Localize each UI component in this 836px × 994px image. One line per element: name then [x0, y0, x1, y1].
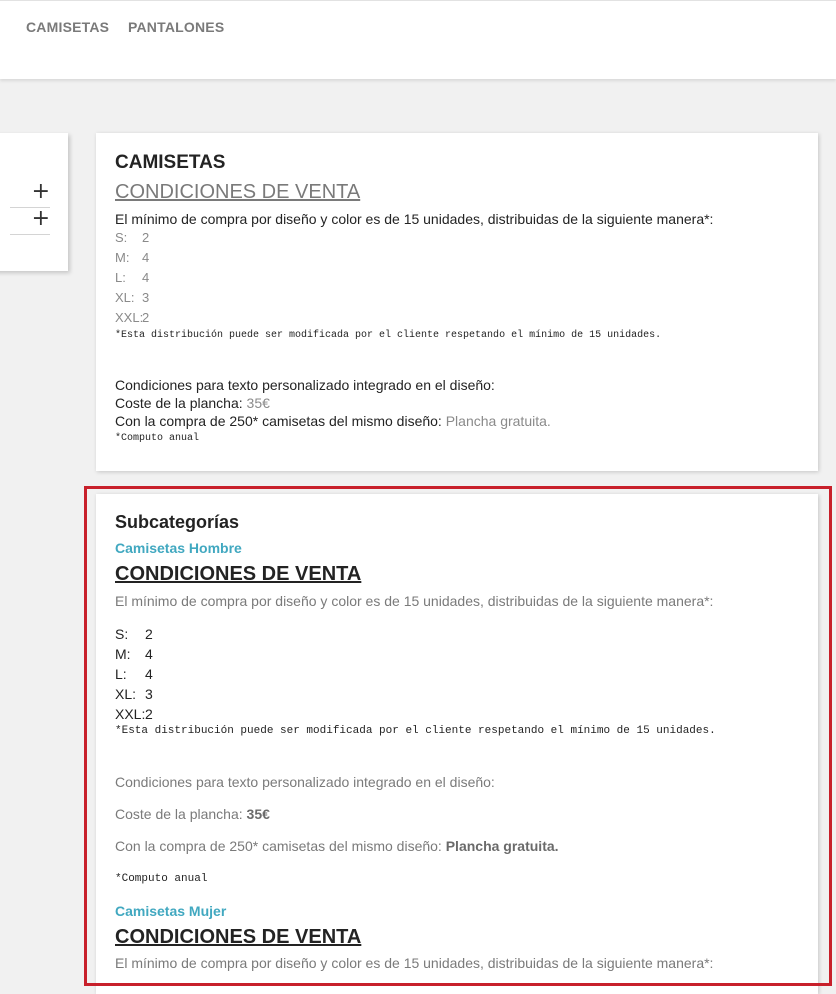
subcategory-link-hombre[interactable]: Camisetas Hombre — [115, 540, 242, 556]
top-navigation — [0, 0, 836, 79]
nav-pantalones[interactable]: PANTALONES — [128, 19, 225, 35]
annual-note: *Computo anual — [115, 873, 208, 885]
category-title: CAMISETAS — [115, 152, 226, 173]
size-row: XXL:2 — [115, 706, 153, 722]
conditions-heading: CONDICIONES DE VENTA — [115, 563, 362, 585]
category-expander[interactable] — [10, 181, 50, 208]
size-row: S: 2 — [115, 626, 153, 642]
size-row: L: 4 — [115, 666, 153, 682]
custom-text-conditions: Condiciones para texto personalizado integrado en el diseño: — [115, 774, 495, 790]
plate-cost: Coste de la plancha: 35€ — [115, 806, 270, 822]
plus-icon[interactable]: + — [31, 206, 50, 231]
size-row: XXL:2 — [115, 310, 150, 325]
conditions-heading-link[interactable]: CONDICIONES DE VENTA — [115, 181, 361, 203]
size-distribution-list — [115, 228, 149, 328]
minimum-purchase-text: El mínimo de compra por diseño y color es de 15 unidades, distribuidas de la siguiente manera*: — [115, 955, 714, 971]
bulk-offer: Con la compra de 250* camisetas del mismo diseño: Plancha gratuita. — [115, 838, 559, 854]
minimum-purchase-text: El mínimo de compra por diseño y color es de 15 unidades, distribuidas de la siguiente manera*: — [115, 593, 714, 609]
minimum-purchase-text: El mínimo de compra por diseño y color es de 15 unidades, distribuidas de la siguiente manera*: — [115, 211, 714, 227]
distribution-note: *Esta distribución puede ser modificada por el cliente respetando el mínimo de 15 unidades. — [115, 330, 662, 341]
size-distribution-list — [115, 624, 153, 724]
distribution-note: *Esta distribución puede ser modificada por el cliente respetando el mínimo de 15 unidades. — [115, 725, 716, 737]
subcategories-title: Subcategorías — [115, 512, 240, 532]
size-row: XL: 3 — [115, 686, 153, 702]
plus-icon[interactable]: + — [31, 179, 50, 204]
nav-camisetas[interactable]: CAMISETAS — [26, 19, 110, 35]
size-row: S: 2 — [115, 230, 150, 245]
plate-cost: Coste de la plancha: 35€ — [115, 395, 270, 411]
size-row: XL: 3 — [115, 290, 150, 305]
custom-text-conditions: Condiciones para texto personalizado integrado en el diseño: — [115, 377, 495, 393]
conditions-heading: CONDICIONES DE VENTA — [115, 926, 362, 948]
size-row: L: 4 — [115, 270, 150, 285]
annual-note: *Computo anual — [115, 433, 200, 444]
category-expander[interactable] — [10, 208, 50, 235]
size-row: M: 4 — [115, 646, 153, 662]
subcategory-link-mujer[interactable]: Camisetas Mujer — [115, 903, 227, 919]
bulk-offer: Con la compra de 250* camisetas del mismo diseño: Plancha gratuita. — [115, 413, 551, 429]
size-row: M: 4 — [115, 250, 150, 265]
